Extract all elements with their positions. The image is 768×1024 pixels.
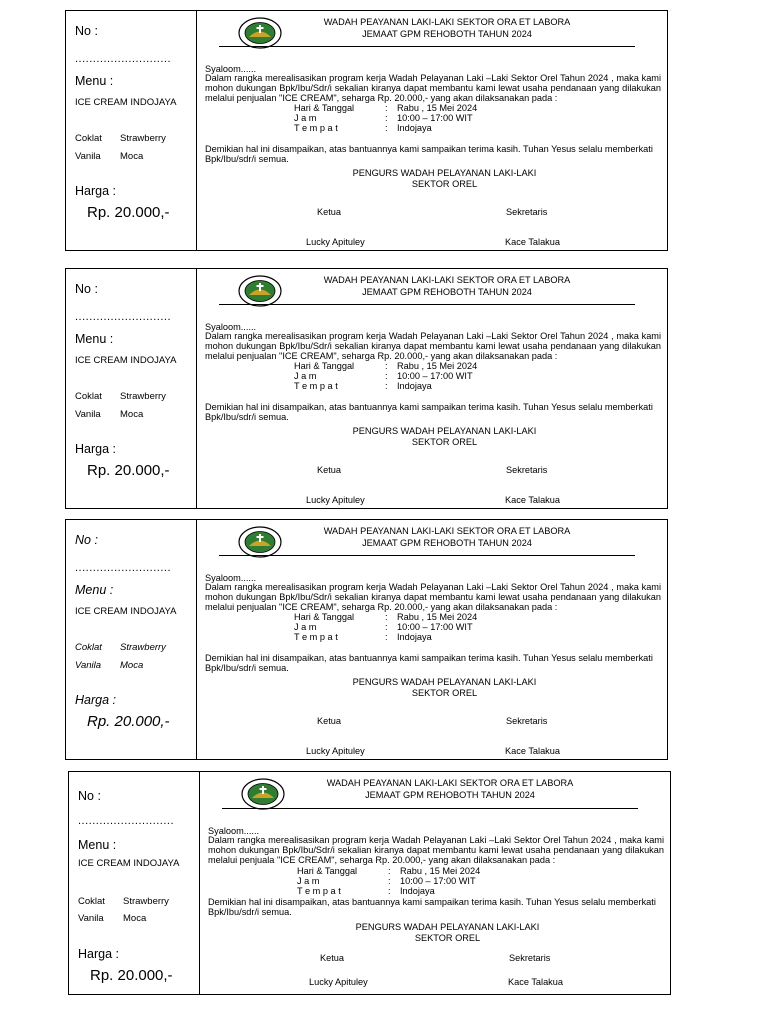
stub-flavor: Strawberry [123,896,169,907]
church-emblem-icon [237,525,283,559]
stub-flavor: Vanila [75,151,101,162]
stub-flavor: Vanila [75,409,101,420]
detail-label-time: J a m [294,622,317,632]
stub-number-label: No : [75,24,98,38]
stub-flavor: Coklat [75,133,102,144]
header-divider [219,304,635,305]
ticket-letter [197,520,667,759]
detail-label-time: J a m [294,113,317,123]
detail-label-time: J a m [294,371,317,381]
stub-number-blank: ........................... [78,815,175,827]
committee-title: PENGURS WADAH PELAYANAN LAKI-LAKI [355,922,540,932]
header-divider [219,46,635,47]
detail-colon: : [385,361,388,371]
detail-value-place: Indojaya [397,123,432,133]
stub-menu-item: ICE CREAM INDOJAYA [75,97,177,108]
detail-colon: : [388,876,391,886]
detail-value-time: 10:00 – 17:00 WIT [397,622,473,632]
org-title: WADAH PEAYANAN LAKI-LAKI SEKTOR ORA ET LABORA [323,526,571,536]
org-subtitle: JEMAAT GPM REHOBOTH TAHUN 2024 [362,29,532,39]
stub-number-blank: ........................... [75,562,172,574]
committee-title: PENGURS WADAH PELAYANAN LAKI-LAKI [352,677,537,687]
secretary-name: Kace Talakua [505,237,560,247]
committee-sector: SEKTOR OREL [411,687,478,698]
stub-flavor: Strawberry [120,642,166,653]
org-subtitle: JEMAAT GPM REHOBOTH TAHUN 2024 [365,790,535,800]
church-emblem-icon [237,274,283,308]
ticket-letter [197,269,667,508]
detail-label-time: J a m [297,876,320,886]
stub-flavor: Moca [123,913,147,924]
letter-closing: Demikian hal ini disampaikan, atas bantuannya kami sampaikan terima kasih. Tuhan Yesus selalu memberkati Bpk/Ibu/sdr/i semua. [205,653,653,673]
ticket-letter [197,11,667,250]
stub-flavor: Strawberry [120,391,166,402]
secretary-label: Sekretaris [506,716,548,726]
stub-menu-item: ICE CREAM INDOJAYA [78,858,180,869]
stub-flavor: Moca [120,409,144,420]
chair-name: Lucky Apituley [309,977,368,987]
stub-number-blank: ........................... [75,53,172,65]
stub-flavor: Coklat [75,391,102,402]
detail-colon: : [385,123,388,133]
stub-number-label: No : [75,282,98,296]
stub-flavor: Coklat [78,896,105,907]
org-subtitle: JEMAAT GPM REHOBOTH TAHUN 2024 [362,287,532,297]
detail-colon: : [385,113,388,123]
committee-heading [197,168,667,189]
church-emblem-icon [237,16,283,50]
detail-label-place: T e m p a t [297,886,341,896]
stub-menu-label: Menu : [75,74,114,88]
organization-header [287,16,607,40]
letter-closing: Demikian hal ini disampaikan, atas bantuannya kami sampaikan terima kasih. Tuhan Yesus selalu memberkati Bpk/Ibu/sdr/i semua. [205,144,653,164]
detail-label-date: Hari & Tanggal [294,103,355,113]
stub-flavor: Vanila [78,913,104,924]
secretary-name: Kace Talakua [505,495,560,505]
detail-label-date: Hari & Tanggal [294,361,355,371]
detail-value-place: Indojaya [397,632,432,642]
organization-header [287,274,607,298]
stub-number-label: No : [75,533,98,547]
detail-label-date: Hari & Tanggal [294,612,355,622]
detail-value-time: 10:00 – 17:00 WIT [400,876,476,886]
ticket-stub [66,269,197,508]
committee-sector: SEKTOR OREL [411,436,478,447]
header-divider [219,555,635,556]
stub-price: Rp. 20.000,- [87,713,170,730]
detail-value-date: Rabu , 15 Mei 2024 [397,612,478,622]
stub-price-label: Harga : [75,693,116,707]
stub-price: Rp. 20.000,- [87,204,170,221]
committee-heading [200,922,670,943]
letter-closing: Demikian hal ini disampaikan, atas bantuannya kami sampaikan terima kasih. Tuhan Yesus selalu memberkati Bpk/Ibu/sdr/i semua. [205,402,653,422]
detail-label-place: T e m p a t [294,123,338,133]
ticket-3 [65,519,668,760]
letter-body: Dalam rangka merealisasikan program kerja Wadah Pelayanan Laki –Laki Sektor Orel Tahun 2024 , maka kami mohon dukungan Bpk/Ibu/Sdr/i sekalian kiranya dapat membantu kami lewat usaha pendanaan yang dilakukan melalui penjuala "ICE CREAM", seharga Rp. 20.000,- yang akan dilaksanakan pada : [208,835,664,865]
stub-price: Rp. 20.000,- [90,967,173,984]
detail-colon: : [385,371,388,381]
stub-flavor: Moca [120,660,144,671]
letter-closing: Demikian hal ini disampaikan, atas bantuannya kami sampaikan terima kasih. Tuhan Yesus selalu memberkati Bpk/Ibu/sdr/i semua. [208,897,656,917]
detail-colon: : [388,866,391,876]
detail-colon: : [385,632,388,642]
org-subtitle: JEMAAT GPM REHOBOTH TAHUN 2024 [362,538,532,548]
ticket-4 [68,771,671,995]
detail-value-date: Rabu , 15 Mei 2024 [397,361,478,371]
stub-number-blank: ........................... [75,311,172,323]
stub-price-label: Harga : [78,947,119,961]
ticket-1 [65,10,668,251]
detail-value-time: 10:00 – 17:00 WIT [397,113,473,123]
church-emblem-icon [240,777,286,811]
detail-label-place: T e m p a t [294,381,338,391]
chair-label: Ketua [317,207,342,217]
stub-number-label: No : [78,789,101,803]
greeting: Syaloom...... [205,64,257,74]
secretary-label: Sekretaris [509,953,551,963]
committee-heading [197,677,667,698]
ticket-stub [66,520,197,759]
secretary-label: Sekretaris [506,207,548,217]
letter-body: Dalam rangka merealisasikan program kerja Wadah Pelayanan Laki –Laki Sektor Orel Tahun 2024 , maka kami mohon dukungan Bpk/Ibu/Sdr/i sekalian kiranya dapat membantu kami lewat usaha pendanaan yang dilakukan melalui penjualan "ICE CREAM", seharga Rp. 20.000,- yang akan dilaksanakan pada : [205,73,661,103]
detail-value-place: Indojaya [400,886,435,896]
detail-colon: : [388,886,391,896]
stub-menu-label: Menu : [78,838,117,852]
committee-title: PENGURS WADAH PELAYANAN LAKI-LAKI [352,426,537,436]
stub-price-label: Harga : [75,184,116,198]
ticket-2 [65,268,668,509]
stub-price-label: Harga : [75,442,116,456]
detail-colon: : [385,612,388,622]
stub-menu-label: Menu : [75,583,114,597]
greeting: Syaloom...... [205,573,257,583]
chair-label: Ketua [317,716,342,726]
detail-value-date: Rabu , 15 Mei 2024 [397,103,478,113]
stub-menu-item: ICE CREAM INDOJAYA [75,355,177,366]
detail-label-date: Hari & Tanggal [297,866,358,876]
stub-flavor: Moca [120,151,144,162]
detail-label-place: T e m p a t [294,632,338,642]
committee-sector: SEKTOR OREL [414,932,481,943]
org-title: WADAH PEAYANAN LAKI-LAKI SEKTOR ORA ET LABORA [323,17,571,27]
stub-menu-label: Menu : [75,332,114,346]
committee-sector: SEKTOR OREL [411,178,478,189]
letter-body: Dalam rangka merealisasikan program kerja Wadah Pelayanan Laki –Laki Sektor Orel Tahun 2024 , maka kami mohon dukungan Bpk/Ibu/Sdr/i sekalian kiranya dapat membantu kami lewat usaha pendanaan yang dilakukan melalui penjualan "ICE CREAM", seharga Rp. 20.000,- yang akan dilaksanakan pada : [205,331,661,361]
ticket-letter [200,772,670,994]
detail-value-time: 10:00 – 17:00 WIT [397,371,473,381]
chair-name: Lucky Apituley [306,746,365,756]
chair-name: Lucky Apituley [306,495,365,505]
detail-colon: : [385,103,388,113]
detail-value-place: Indojaya [397,381,432,391]
chair-label: Ketua [317,465,342,475]
ticket-stub [66,11,197,250]
organization-header [287,525,607,549]
detail-colon: : [385,622,388,632]
secretary-name: Kace Talakua [505,746,560,756]
ticket-stub [69,772,200,994]
stub-flavor: Vanila [75,660,102,671]
organization-header [290,777,610,801]
stub-price: Rp. 20.000,- [87,462,170,479]
stub-flavor: Coklat [75,642,102,653]
greeting: Syaloom...... [208,826,260,836]
stub-menu-item: ICE CREAM INDOJAYA [75,606,177,617]
chair-name: Lucky Apituley [306,237,365,247]
secretary-label: Sekretaris [506,465,548,475]
committee-title: PENGURS WADAH PELAYANAN LAKI-LAKI [352,168,537,178]
secretary-name: Kace Talakua [508,977,563,987]
stub-flavor: Strawberry [120,133,166,144]
detail-colon: : [385,381,388,391]
org-title: WADAH PEAYANAN LAKI-LAKI SEKTOR ORA ET LABORA [323,275,571,285]
chair-label: Ketua [320,953,345,963]
header-divider [222,808,638,809]
detail-value-date: Rabu , 15 Mei 2024 [400,866,481,876]
letter-body: Dalam rangka merealisasikan program kerja Wadah Pelayanan Laki –Laki Sektor Orel Tahun 2024 , maka kami mohon dukungan Bpk/Ibu/Sdr/i sekalian kiranya dapat membantu kami lewat usaha pendanaan yang dilakukan melalui penjualan "ICE CREAM", seharga Rp. 20.000,- yang akan dilaksanakan pada : [205,582,661,612]
greeting: Syaloom...... [205,322,257,332]
committee-heading [197,426,667,447]
org-title: WADAH PEAYANAN LAKI-LAKI SEKTOR ORA ET LABORA [326,778,574,788]
